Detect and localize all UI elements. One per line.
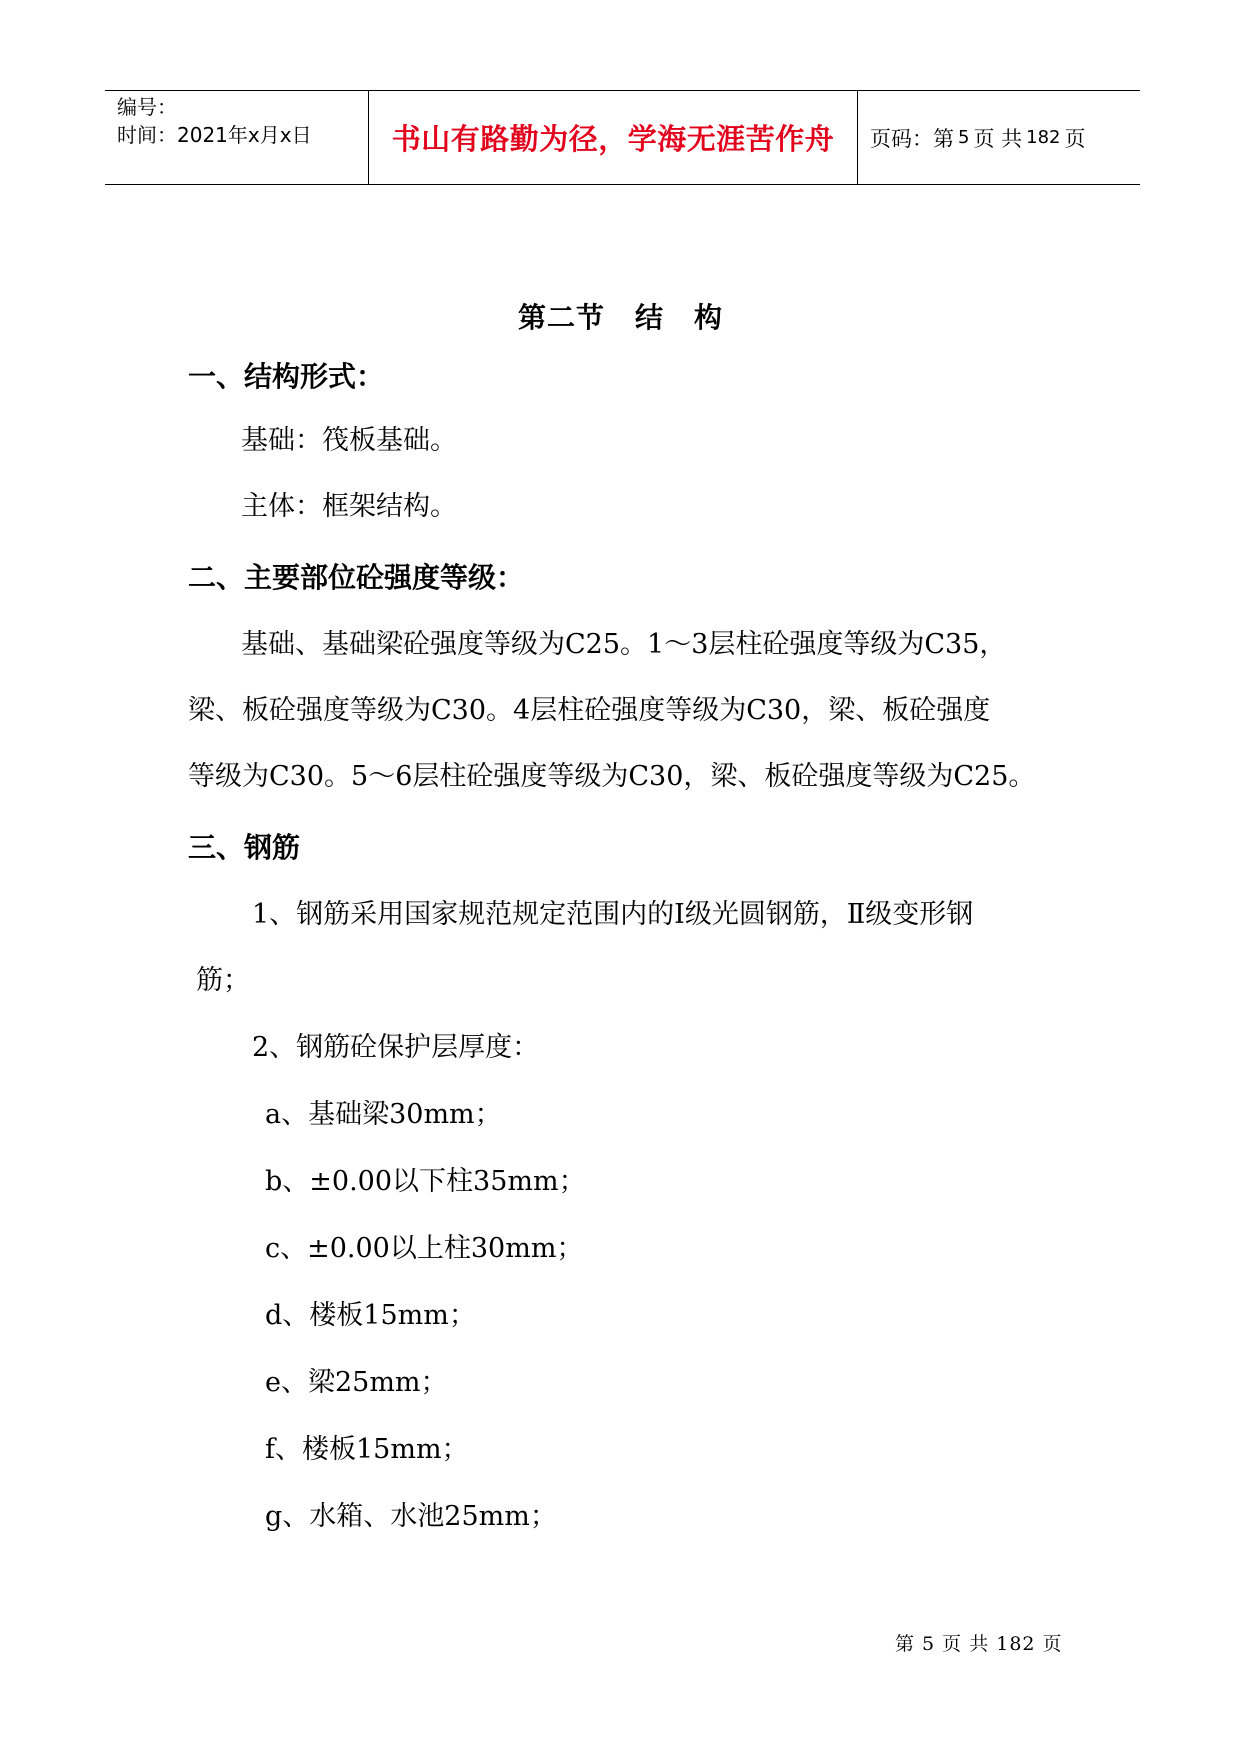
paragraph-main-body: 主体：框架结构。 — [241, 491, 457, 522]
paragraph-cover-thickness: 2、钢筋砼保护层厚度： — [252, 1032, 540, 1063]
paragraph-rebar-line2: 筋； — [196, 965, 250, 996]
heading-rebar: 三、钢筋 — [188, 831, 301, 864]
doc-number-label: 编号： — [117, 95, 177, 119]
paragraph-grade-line1: 基础、基础梁砼强度等级为C25。1～3层柱砼强度等级为C35， — [241, 629, 1007, 660]
section-title-part: 结 — [634, 301, 664, 334]
page-label: 页码：第 — [870, 126, 954, 151]
header-page-info — [870, 91, 1086, 184]
list-item: d、楼板15mm； — [265, 1300, 476, 1331]
header-motto: 书山有路勤为径，学海无涯苦作舟 — [391, 122, 835, 156]
page-number: 5 — [958, 127, 970, 148]
list-item: e、梁25mm； — [265, 1367, 448, 1398]
page-footer: 第 5 页 共 182 页 — [895, 1633, 1063, 1655]
page-header — [105, 90, 1140, 185]
list-item: f、楼板15mm； — [265, 1434, 469, 1465]
header-divider — [857, 91, 858, 184]
section-title-part: 构 — [694, 301, 724, 334]
paragraph-foundation: 基础：筏板基础。 — [241, 425, 457, 456]
paragraph-rebar-line1: 1、钢筋采用国家规范规定范围内的Ⅰ级光圆钢筋，Ⅱ级变形钢 — [252, 899, 974, 930]
list-item: g、水箱、水池25mm； — [265, 1501, 557, 1532]
paragraph-grade-line2: 梁、板砼强度等级为C30。4层柱砼强度等级为C30，梁、板砼强度 — [188, 695, 991, 726]
paragraph-grade-line3: 等级为C30。5～6层柱砼强度等级为C30，梁、板砼强度等级为C25。 — [188, 761, 1036, 792]
section-title-part: 第二节 — [517, 301, 605, 334]
section-title — [0, 296, 1241, 336]
list-item: b、±0.00以下柱35mm； — [265, 1166, 586, 1197]
heading-structure-form: 一、结构形式： — [188, 360, 385, 393]
list-item: c、±0.00以上柱30mm； — [265, 1233, 584, 1264]
page-mid: 页 共 — [973, 126, 1023, 151]
list-item: a、基础梁30mm； — [265, 1099, 502, 1130]
page-total: 182 — [1026, 127, 1061, 148]
page-end: 页 — [1064, 126, 1086, 151]
heading-concrete-grade: 二、主要部位砼强度等级： — [188, 561, 525, 594]
time-label: 时间：2021年x月x日 — [117, 123, 312, 147]
header-meta — [117, 93, 312, 149]
